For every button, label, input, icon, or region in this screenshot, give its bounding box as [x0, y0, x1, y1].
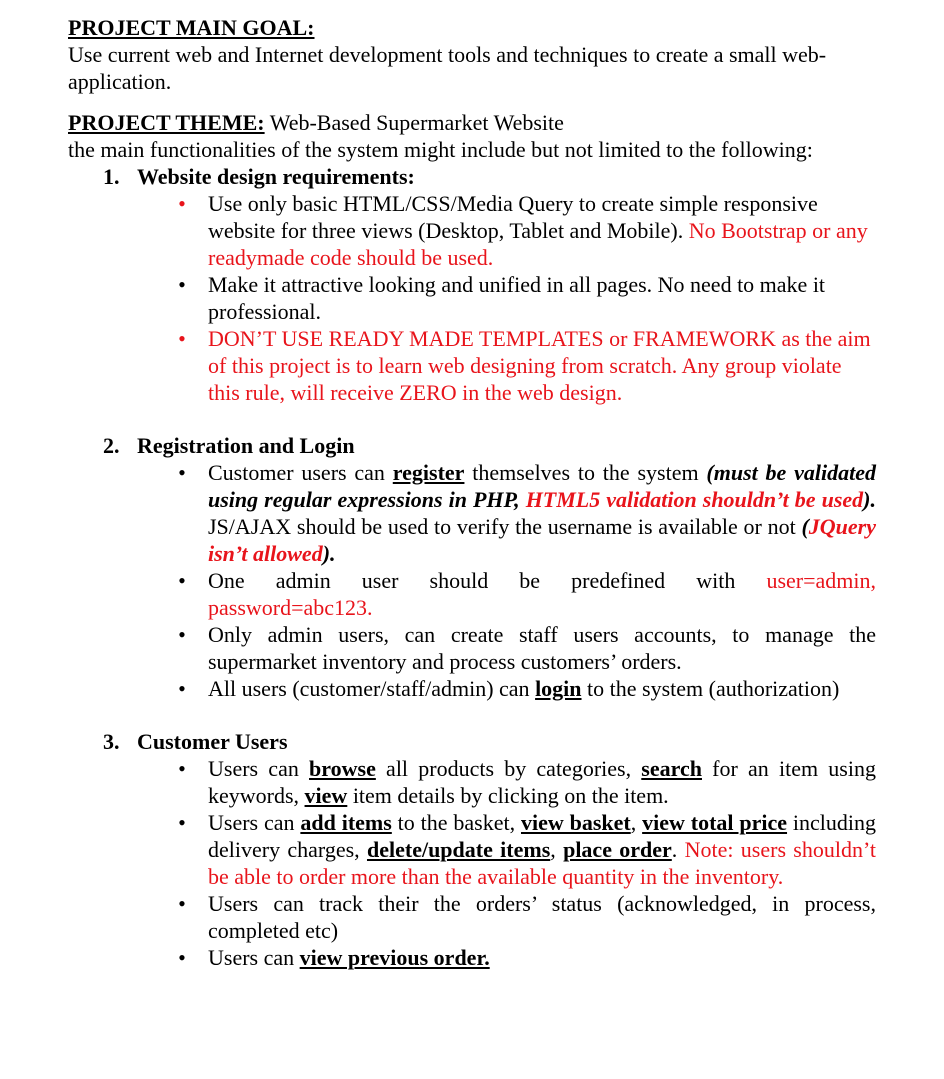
- list-item: • DON’T USE READY MADE TEMPLATES or FRAMEWORK as the aim of this project is to learn web designing from scratch. Any group violate this rule, will receive ZERO in the web design.: [208, 325, 876, 406]
- goal-text: Use current web and Internet development tools and techniques to create a small web-application.: [68, 42, 827, 94]
- list-item: • One admin user should be predefined with user=admin, password=abc123.: [208, 567, 876, 621]
- bullet-icon: •: [178, 568, 186, 593]
- theme-heading: PROJECT THEME:: [68, 110, 265, 135]
- bullet-icon: •: [178, 945, 186, 970]
- section-3-list: [68, 755, 876, 971]
- bullet-icon: •: [178, 756, 186, 781]
- list-item: • Customer users can register themselves to the system (must be validated using regular expressions in PHP, HTML5 validation shouldn’t be used). JS/AJAX should be used to verify the username is available or not (JQuery isn’t allowed).: [208, 459, 876, 567]
- list-item: • Use only basic HTML/CSS/Media Query to create simple responsive website for three views (Desktop, Tablet and Mobile). No Bootstrap or any readymade code should be used.: [208, 190, 876, 271]
- bullet-icon: •: [178, 891, 186, 916]
- login-term: login: [535, 676, 582, 701]
- list-item: • Users can add items to the basket, view basket, view total price including delivery charges, delete/update items, place order. Note: users shouldn’t be able to order more than the available quantity in the inventory.: [208, 809, 876, 890]
- list-item: • Make it attractive looking and unified in all pages. No need to make it professional.: [208, 271, 876, 325]
- section-2-title: 2. Registration and Login: [103, 433, 355, 458]
- bullet-icon: •: [178, 326, 186, 351]
- section-3-title: 3. Customer Users: [103, 729, 288, 754]
- goal-heading-text: PROJECT MAIN GOAL:: [68, 15, 315, 40]
- section-2-list: [68, 459, 876, 702]
- bullet-icon: •: [178, 676, 186, 701]
- theme-line: [68, 109, 876, 136]
- theme-value: Web-Based Supermarket Website: [264, 110, 564, 135]
- list-item: • All users (customer/staff/admin) can login to the system (authorization): [208, 675, 876, 702]
- bullet-icon: •: [178, 272, 186, 297]
- bullet-icon: •: [178, 460, 186, 485]
- list-item: • Users can view previous order.: [208, 944, 876, 971]
- section-1-list: [68, 190, 876, 406]
- register-term: register: [392, 460, 465, 485]
- list-item: • Users can track their the orders’ status (acknowledged, in process, completed etc): [208, 890, 876, 944]
- list-item: • Users can browse all products by categories, search for an item using keywords, view item details by clicking on the item.: [208, 755, 876, 809]
- bullet-icon: •: [178, 191, 186, 216]
- list-item: • Only admin users, can create staff users accounts, to manage the supermarket inventory and process customers’ orders.: [208, 621, 876, 675]
- bullet-icon: •: [178, 622, 186, 647]
- goal-heading: [68, 14, 876, 41]
- bullet-icon: •: [178, 810, 186, 835]
- section-1-title: 1. Website design requirements:: [103, 164, 415, 189]
- theme-intro: the main functionalities of the system might include but not limited to the following:: [68, 137, 813, 162]
